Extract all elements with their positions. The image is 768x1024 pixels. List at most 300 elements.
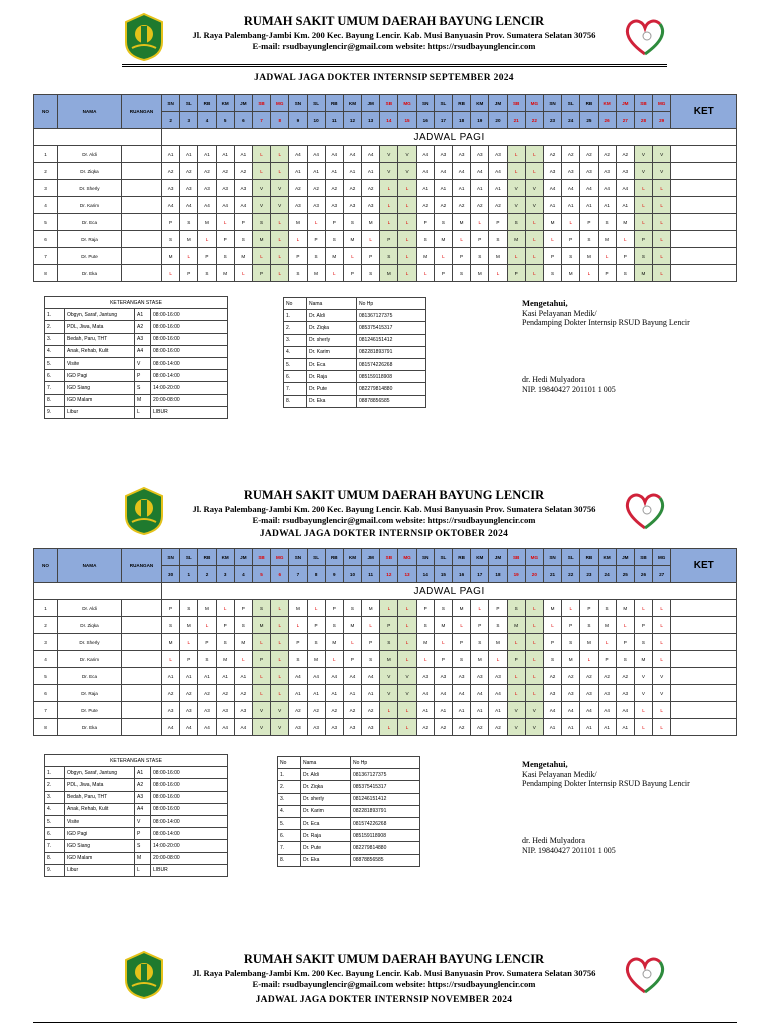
contact-no: 4. (284, 346, 307, 358)
shift-cell: L (525, 231, 543, 248)
row-no: 2 (34, 163, 58, 180)
row-no: 1 (34, 146, 58, 163)
shift-cell: A1 (216, 146, 234, 163)
date-header: 25 (616, 566, 634, 583)
stase-code: P (135, 828, 151, 840)
shift-cell: A1 (343, 685, 361, 702)
shift-cell: A4 (234, 719, 252, 736)
date-header: 29 (653, 112, 671, 129)
shift-cell: M (307, 651, 325, 668)
date-header: 16 (416, 112, 434, 129)
shift-cell: L (525, 634, 543, 651)
contact-hp: 081246151412 (351, 793, 420, 805)
letterhead-divider (122, 64, 667, 65)
shift-cell: L (525, 146, 543, 163)
row-no: 3 (34, 180, 58, 197)
shift-cell: A4 (543, 702, 561, 719)
shift-cell: A4 (198, 197, 216, 214)
shift-cell: S (598, 214, 616, 231)
shift-cell: M (434, 231, 452, 248)
shift-cell: V (507, 719, 525, 736)
day-header: SB (634, 549, 652, 566)
shift-cell: A3 (362, 719, 380, 736)
contact-name: Dr. Raja (307, 371, 357, 383)
date-header: 9 (325, 566, 343, 583)
stase-title: KETERANGAN STASE (45, 755, 228, 767)
shift-cell: L (180, 248, 198, 265)
shift-cell: L (453, 231, 471, 248)
stase-no: 1. (45, 767, 65, 779)
stase-title: KETERANGAN STASE (45, 297, 228, 309)
shift-cell: A3 (289, 719, 307, 736)
shift-cell: S (616, 265, 634, 282)
ruangan-cell (122, 600, 162, 617)
day-header: RB (580, 549, 598, 566)
shift-cell: A4 (580, 180, 598, 197)
shift-cell: S (543, 265, 561, 282)
shift-cell: P (343, 651, 361, 668)
day-header: SB (252, 549, 270, 566)
stase-time: LIBUR (151, 406, 228, 418)
shift-cell: A1 (234, 668, 252, 685)
shift-cell: L (507, 685, 525, 702)
date-header: 14 (416, 566, 434, 583)
row-no: 6 (34, 231, 58, 248)
shift-cell: L (271, 600, 289, 617)
shift-cell: A1 (180, 146, 198, 163)
table-row (34, 180, 737, 197)
shift-cell: A1 (362, 685, 380, 702)
shift-cell: P (307, 231, 325, 248)
shift-cell: A3 (616, 163, 634, 180)
shift-cell: L (525, 214, 543, 231)
shift-cell: P (489, 214, 507, 231)
stase-row (45, 815, 228, 827)
contact-hp: 082279814880 (351, 842, 420, 854)
shift-cell: V (252, 702, 270, 719)
shift-cell: L (398, 180, 416, 197)
date-header: 8 (307, 566, 325, 583)
shift-cell: M (307, 265, 325, 282)
row-no: 2 (34, 617, 58, 634)
shift-cell: M (234, 634, 252, 651)
date-header: 4 (234, 566, 252, 583)
contact-no: 7. (284, 383, 307, 395)
shift-cell: L (634, 600, 652, 617)
shift-cell: L (271, 214, 289, 231)
shift-cell: P (598, 651, 616, 668)
date-header: 13 (398, 566, 416, 583)
stase-row (45, 394, 228, 406)
shift-cell: V (634, 163, 652, 180)
page-divider (33, 1022, 737, 1023)
shift-cell: A4 (562, 180, 580, 197)
shift-cell: L (252, 668, 270, 685)
day-header: SN (416, 95, 434, 112)
shift-cell: L (616, 617, 634, 634)
shift-cell: L (507, 163, 525, 180)
stase-row (45, 382, 228, 394)
shift-cell: S (471, 634, 489, 651)
shift-cell: A4 (416, 146, 434, 163)
shift-cell: A4 (416, 685, 434, 702)
day-header: JM (234, 95, 252, 112)
stase-no: 5. (45, 815, 65, 827)
date-header: 15 (398, 112, 416, 129)
date-header: 12 (343, 112, 361, 129)
shift-cell: M (434, 617, 452, 634)
shift-cell: S (616, 651, 634, 668)
table-row (34, 685, 737, 702)
shift-cell: L (525, 668, 543, 685)
shift-cell: S (562, 634, 580, 651)
shift-cell: A3 (453, 668, 471, 685)
day-header: SL (307, 549, 325, 566)
shift-cell: P (489, 600, 507, 617)
row-no: 8 (34, 265, 58, 282)
stase-code: A3 (135, 333, 151, 345)
contact-table (283, 297, 426, 408)
stase-legend-table (44, 754, 228, 877)
doctor-name: Dr. Ziqka (58, 163, 122, 180)
shift-cell: A4 (471, 163, 489, 180)
day-header: JM (362, 95, 380, 112)
shift-cell: S (380, 248, 398, 265)
stase-time: 08:00-14:00 (151, 357, 228, 369)
shift-cell: S (325, 231, 343, 248)
day-header: MG (271, 95, 289, 112)
table-row (34, 702, 737, 719)
shift-cell: A2 (162, 685, 180, 702)
ruangan-cell (122, 180, 162, 197)
shift-cell: M (543, 600, 561, 617)
shift-cell: S (289, 651, 307, 668)
shift-cell: A2 (307, 180, 325, 197)
shift-cell: A3 (343, 197, 361, 214)
shift-cell: S (453, 651, 471, 668)
row-no: 5 (34, 668, 58, 685)
shift-cell: L (289, 617, 307, 634)
header-row-days (34, 95, 737, 112)
shift-cell: A3 (325, 197, 343, 214)
shift-cell: A3 (598, 163, 616, 180)
date-header: 16 (453, 566, 471, 583)
shift-cell: S (489, 231, 507, 248)
shift-cell: M (507, 231, 525, 248)
stase-title-row (45, 297, 228, 309)
contact-name: Dr. Pute (301, 842, 351, 854)
day-header: SN (543, 549, 561, 566)
contact-no: 5. (284, 358, 307, 370)
contact-header-row (284, 298, 426, 310)
stase-name: Visite (65, 357, 135, 369)
stase-name: Anak, Rehab, Kulit (65, 345, 135, 357)
shift-cell: V (653, 668, 671, 685)
shift-cell: A1 (598, 719, 616, 736)
table-row (34, 197, 737, 214)
table-row (34, 248, 737, 265)
shift-cell: L (234, 265, 252, 282)
shift-cell: A3 (162, 180, 180, 197)
shift-cell: P (234, 600, 252, 617)
shift-cell: A4 (362, 146, 380, 163)
shift-cell: A2 (598, 146, 616, 163)
shift-cell: P (598, 265, 616, 282)
shift-cell: S (343, 214, 361, 231)
shift-cell: S (489, 617, 507, 634)
shift-cell: S (289, 265, 307, 282)
shift-cell: P (507, 651, 525, 668)
contact-header-no: No (284, 298, 307, 310)
shift-cell: A1 (434, 180, 452, 197)
date-header: 19 (507, 566, 525, 583)
stase-no: 2. (45, 779, 65, 791)
shift-cell: A4 (234, 197, 252, 214)
day-header: KM (343, 95, 361, 112)
contact-hp: 082281893791 (351, 805, 420, 817)
shift-cell: V (398, 146, 416, 163)
shift-cell: L (507, 634, 525, 651)
pagi-spacer (34, 583, 162, 600)
day-header: MG (398, 95, 416, 112)
shift-cell: S (325, 617, 343, 634)
shift-cell: L (453, 617, 471, 634)
ket-cell (671, 265, 737, 282)
shift-cell: A4 (416, 163, 434, 180)
header-ket: KET (671, 549, 737, 583)
shift-cell: A1 (162, 668, 180, 685)
doctor-name: Dr. Raja (58, 685, 122, 702)
shift-cell: V (653, 163, 671, 180)
stase-name: PDL, Jiwa, Mata (65, 779, 135, 791)
table-row (34, 214, 737, 231)
shift-cell: P (453, 634, 471, 651)
shift-cell: L (398, 248, 416, 265)
stase-time: 08:00-16:00 (151, 803, 228, 815)
contact-hp: 082281893791 (357, 346, 426, 358)
day-header: KM (471, 549, 489, 566)
shift-cell: L (525, 265, 543, 282)
shift-cell: A3 (489, 668, 507, 685)
date-header: 15 (434, 566, 452, 583)
day-header: JM (234, 549, 252, 566)
day-header: RB (325, 95, 343, 112)
ket-cell (671, 668, 737, 685)
stase-no: 9. (45, 864, 65, 876)
doctor-name: Dr. Raja (58, 231, 122, 248)
shift-cell: L (416, 265, 434, 282)
shift-cell: A3 (198, 702, 216, 719)
stase-row (45, 767, 228, 779)
shift-cell: A1 (598, 197, 616, 214)
header-ket: KET (671, 95, 737, 129)
shift-cell: A2 (489, 197, 507, 214)
shift-cell: V (398, 668, 416, 685)
table-row (34, 719, 737, 736)
shift-cell: A2 (471, 197, 489, 214)
shift-cell: S (634, 248, 652, 265)
stase-name: PDL, Jiwa, Mata (65, 321, 135, 333)
shift-cell: L (653, 265, 671, 282)
shift-cell: L (471, 600, 489, 617)
shift-cell: L (507, 668, 525, 685)
contact-hp: 081574226268 (357, 358, 426, 370)
shift-cell: A4 (162, 197, 180, 214)
shift-cell: A1 (234, 146, 252, 163)
shift-cell: A1 (289, 685, 307, 702)
shift-cell: L (525, 617, 543, 634)
shift-cell: M (380, 265, 398, 282)
stase-name: IGD Pagi (65, 370, 135, 382)
shift-cell: L (362, 617, 380, 634)
contact-row (284, 310, 426, 322)
contact-row (278, 781, 420, 793)
date-header: 20 (525, 566, 543, 583)
stase-no: 5. (45, 357, 65, 369)
shift-cell: A4 (289, 668, 307, 685)
shift-cell: A2 (343, 180, 361, 197)
ket-cell (671, 214, 737, 231)
shift-cell: A1 (580, 197, 598, 214)
shift-cell: P (234, 214, 252, 231)
contact-row (284, 371, 426, 383)
stase-code: M (135, 852, 151, 864)
shift-cell: A3 (216, 702, 234, 719)
shift-cell: P (252, 265, 270, 282)
contact-name: Dr. Eka (301, 854, 351, 866)
stase-name: IGD Siang (65, 840, 135, 852)
shift-cell: M (162, 634, 180, 651)
date-header: 9 (289, 112, 307, 129)
date-header: 14 (380, 112, 398, 129)
shift-cell: L (525, 248, 543, 265)
shift-cell: M (362, 214, 380, 231)
shift-cell: P (580, 214, 598, 231)
shift-cell: L (653, 248, 671, 265)
day-header: SB (634, 95, 652, 112)
shift-cell: A3 (307, 719, 325, 736)
shift-cell: A2 (198, 685, 216, 702)
row-no: 8 (34, 719, 58, 736)
date-header: 27 (653, 566, 671, 583)
ruangan-cell (122, 617, 162, 634)
shift-cell: L (653, 231, 671, 248)
ruangan-cell (122, 668, 162, 685)
stase-row (45, 309, 228, 321)
shift-cell: M (580, 634, 598, 651)
date-header: 20 (489, 112, 507, 129)
ket-cell (671, 600, 737, 617)
shift-cell: A2 (289, 702, 307, 719)
shift-cell: L (398, 702, 416, 719)
shift-cell: A1 (562, 719, 580, 736)
date-header: 17 (471, 566, 489, 583)
shift-cell: A1 (616, 197, 634, 214)
contact-row (278, 830, 420, 842)
schedule-title: JADWAL JAGA DOKTER INTERNSIP NOVEMBER 2024 (255, 995, 513, 1005)
contact-hp: 081367127375 (357, 310, 426, 322)
stase-name: IGD Siang (65, 382, 135, 394)
shift-cell: L (634, 719, 652, 736)
ruangan-cell (122, 651, 162, 668)
shift-cell: A1 (616, 719, 634, 736)
stase-time: 08:00-16:00 (151, 309, 228, 321)
row-no: 3 (34, 634, 58, 651)
date-header: 26 (598, 112, 616, 129)
shift-cell: S (434, 600, 452, 617)
shift-cell: A3 (562, 685, 580, 702)
shift-cell: A3 (434, 668, 452, 685)
ruangan-cell (122, 634, 162, 651)
shift-cell: A3 (325, 719, 343, 736)
day-header: SB (252, 95, 270, 112)
shift-cell: A2 (325, 180, 343, 197)
ruangan-cell (122, 702, 162, 719)
stase-code: A4 (135, 803, 151, 815)
schedule-table (33, 548, 737, 736)
shift-cell: A2 (471, 719, 489, 736)
stase-name: Libur (65, 864, 135, 876)
contact-no: 3. (278, 793, 301, 805)
contact-name: Dr. Raja (301, 830, 351, 842)
shift-cell: A4 (325, 668, 343, 685)
date-header: 22 (525, 112, 543, 129)
day-header: MG (525, 549, 543, 566)
day-header: SB (507, 549, 525, 566)
shift-cell: A3 (453, 146, 471, 163)
day-header: SN (289, 549, 307, 566)
shift-cell: S (180, 600, 198, 617)
stase-no: 9. (45, 406, 65, 418)
shift-cell: A2 (543, 668, 561, 685)
day-header: RB (453, 95, 471, 112)
shift-cell: P (362, 634, 380, 651)
shift-cell: S (453, 265, 471, 282)
shift-cell: P (343, 265, 361, 282)
shift-cell: L (216, 600, 234, 617)
shift-cell: V (525, 702, 543, 719)
shift-cell: A4 (216, 719, 234, 736)
shift-cell: A4 (216, 197, 234, 214)
shift-cell: L (162, 265, 180, 282)
shift-cell: S (634, 634, 652, 651)
day-header: SN (162, 95, 180, 112)
shift-cell: P (198, 634, 216, 651)
shift-cell: S (562, 248, 580, 265)
shift-cell: P (289, 248, 307, 265)
shift-cell: L (252, 634, 270, 651)
stase-name: Libur (65, 406, 135, 418)
doctor-name: Dr. Aldi (58, 600, 122, 617)
letterhead-divider (122, 66, 667, 67)
shift-cell: P (252, 651, 270, 668)
shift-cell: M (252, 617, 270, 634)
shift-cell: A1 (543, 197, 561, 214)
contact-hp: 08878856585 (351, 854, 420, 866)
contact-header-nama: Nama (307, 298, 357, 310)
shift-cell: S (180, 214, 198, 231)
stase-row (45, 864, 228, 876)
day-header: MG (653, 95, 671, 112)
stase-time: 08:00-14:00 (151, 370, 228, 382)
shift-cell: S (234, 617, 252, 634)
stase-no: 8. (45, 394, 65, 406)
day-header: RB (453, 549, 471, 566)
shift-cell: A4 (307, 668, 325, 685)
doctor-name: Dr. Sherly (58, 634, 122, 651)
shift-cell: M (489, 248, 507, 265)
shift-cell: S (471, 248, 489, 265)
